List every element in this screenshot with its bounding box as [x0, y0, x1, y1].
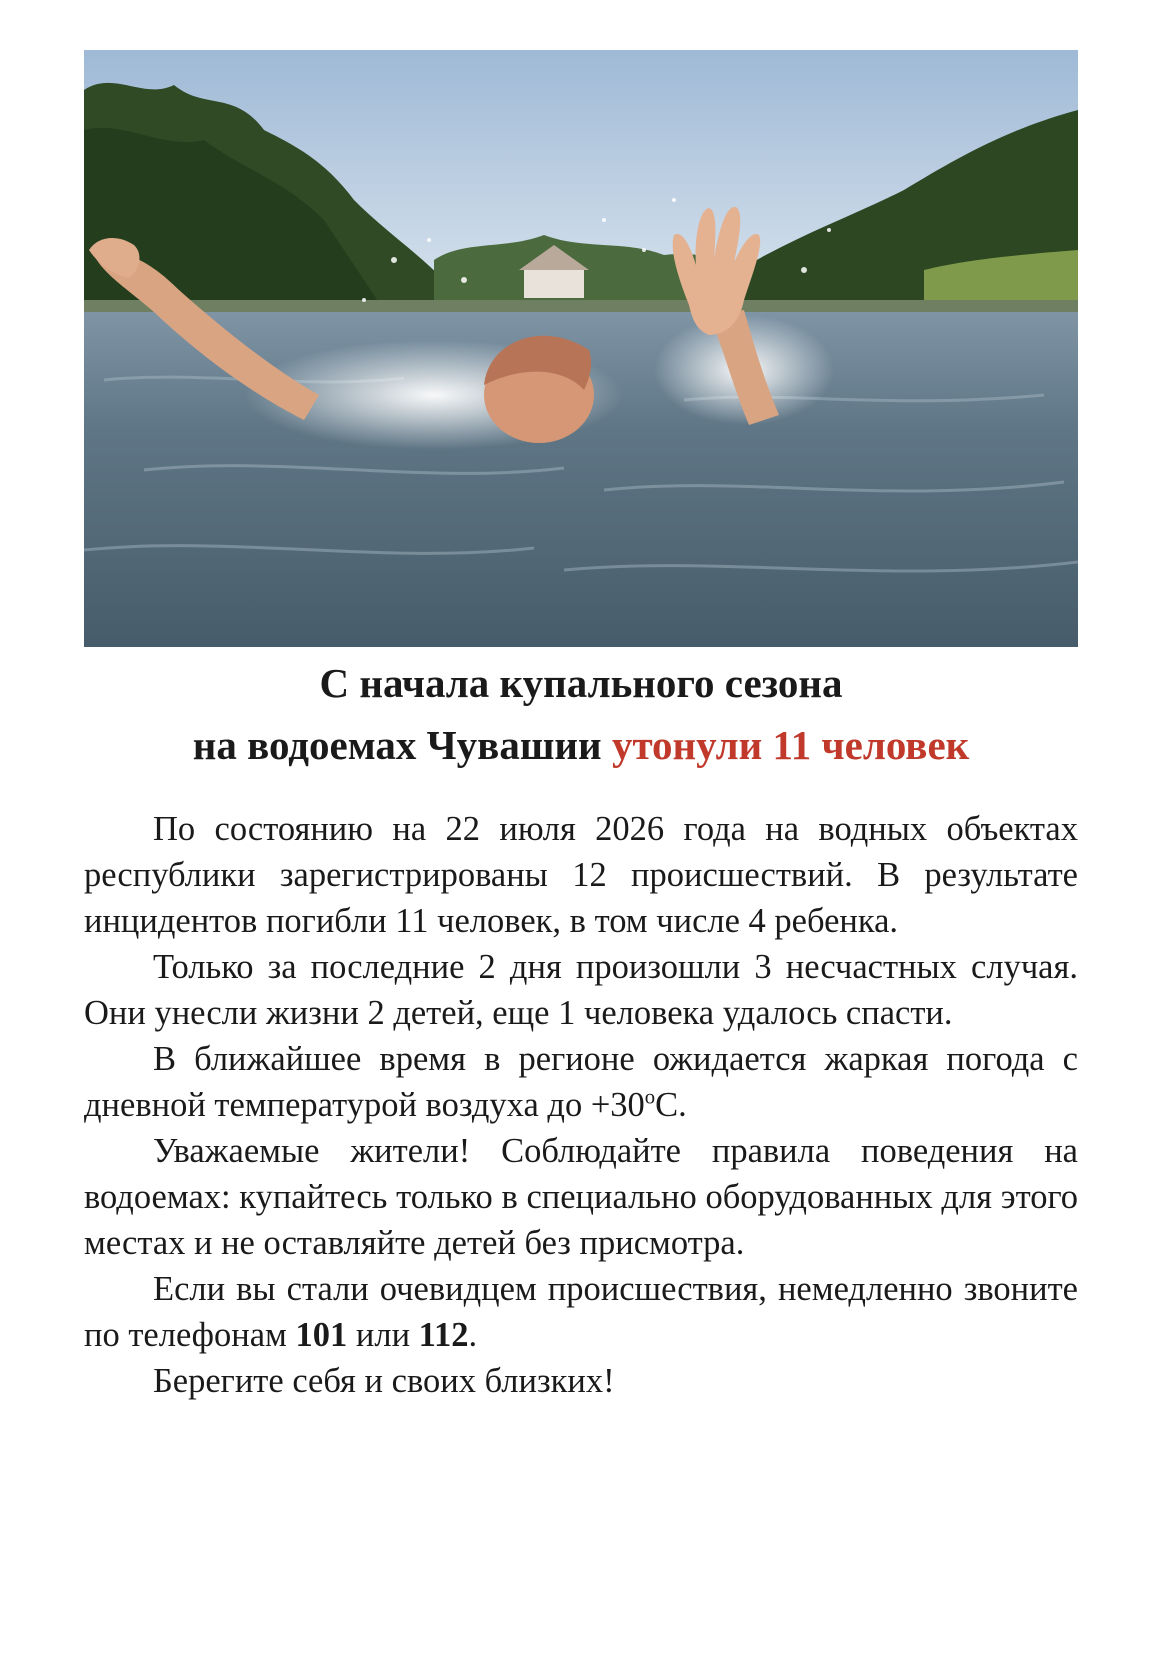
phone-112: 112 — [418, 1316, 469, 1354]
paragraph-3-text: В ближайшее время в регионе ожидается жаркая погода с дневной температурой воздуха до +30 — [84, 1040, 1078, 1124]
paragraph-6: Берегите себя и своих близких! — [153, 1362, 615, 1400]
paragraph-3 — [84, 1036, 1078, 1128]
article-body — [84, 806, 1078, 1404]
headline-line1: С начала купального сезона — [319, 660, 843, 706]
headline-line2-accent: утонули 11 человек — [611, 722, 970, 768]
paragraph-5-end: . — [468, 1316, 478, 1354]
headline-line2-prefix: на водоемах Чувашии — [192, 722, 612, 768]
degree-sign: о — [644, 1086, 656, 1109]
paragraph-2: Только за последние 2 дня произошли 3 несчастных случая. Они унесли жизни 2 детей, еще 1 человека удалось спасти. — [84, 948, 1078, 1032]
paragraph-5-or: или — [347, 1316, 419, 1354]
paragraph-1: По состоянию на 22 июля 2026 года на водных объектах республики зарегистрированы 12 происшествий. В результате инцидентов погибли 11 человек, в том числе 4 ребенка. — [84, 810, 1078, 940]
temperature-unit: С. — [655, 1086, 687, 1124]
headline — [84, 652, 1078, 776]
paragraph-5 — [84, 1266, 1078, 1358]
drowning-person-photo-icon — [84, 50, 1078, 647]
paragraph-5-text: Если вы стали очевидцем происшествия, немедленно звоните по телефонам — [84, 1270, 1078, 1354]
paragraph-4: Уважаемые жители! Соблюдайте правила поведения на водоемах: купайтесь только в специально оборудованных для этого местах и не оставляйте детей без присмотра. — [84, 1132, 1078, 1262]
phone-101: 101 — [295, 1316, 348, 1354]
